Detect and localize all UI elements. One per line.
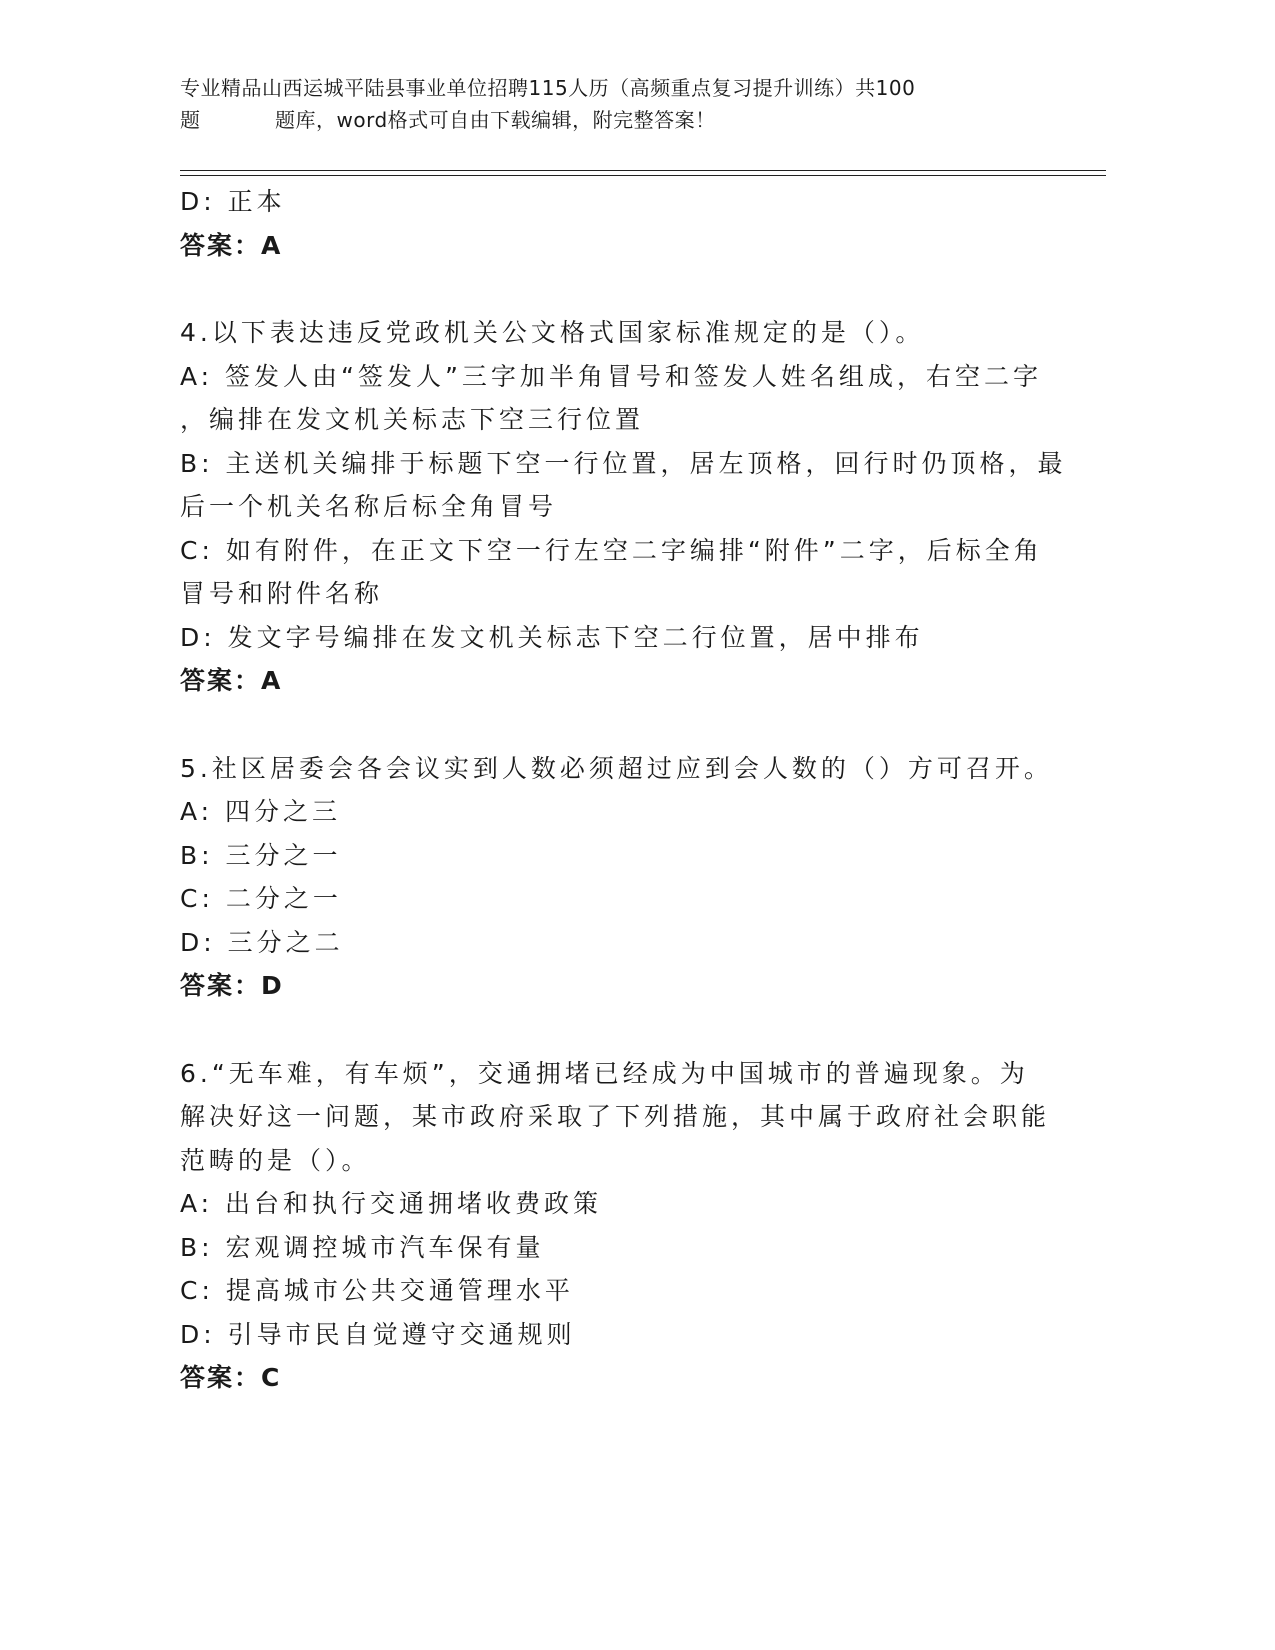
question-stem-continued: 范畴的是（）。 [180,1145,371,1175]
answer: 答案：A [180,666,283,695]
option-c: C: 如有附件，在正文下空一行左空二字编排“附件”二字，后标全角 [180,535,1043,565]
option-b-continued: 后一个机关名称后标全角冒号 [180,492,558,521]
option-d: D: 三分之二 [180,927,344,957]
option-a: A: 签发人由“签发人”三字加半角冒号和签发人姓名组成，右空二字 [180,361,1042,391]
header-title-line2-start: 题 [180,108,201,132]
question-6 [180,1052,1060,1400]
document-body [180,180,1067,1400]
question-5 [180,747,1060,1008]
question-3-continued [180,180,1060,267]
question-4 [180,311,1067,703]
option-d: D: 正本 [180,187,286,216]
option-c: C: 二分之一 [180,884,342,913]
question-stem: 5.社区居委会各会议实到人数必须超过应到会人数的（）方可召开。 [180,753,1053,783]
answer: 答案：D [180,971,284,1000]
option-b: B: 宏观调控城市汽车保有量 [180,1232,545,1262]
option-a-continued: ，编排在发文机关标志下空三行位置 [180,405,645,434]
option-c-continued: 冒号和附件名称 [180,579,384,608]
question-stem-continued: 解决好这一问题，某市政府采取了下列措施，其中属于政府社会职能 [180,1102,1051,1131]
option-b: B: 主送机关编排于标题下空一行位置，居左顶格，回行时仍顶格，最 [180,448,1067,478]
header-title-line2-rest: 题库，word格式可自由下载编辑，附完整答案！ [275,108,716,132]
option-b: B: 三分之一 [180,840,342,870]
page-header [180,72,1060,136]
option-d: D: 引导市民自觉遵守交通规则 [180,1319,576,1349]
option-c: C: 提高城市公共交通管理水平 [180,1276,574,1305]
header-title-line1: 专业精品山西运城平陆县事业单位招聘115人历（高频重点复习提升训练）共100 [180,76,916,100]
header-divider-top [180,170,1106,171]
spacer [180,703,1060,747]
spacer [180,1008,1060,1052]
question-stem: 6.“无车难，有车烦”，交通拥堵已经成为中国城市的普遍现象。为 [180,1058,1029,1088]
option-a: A: 四分之三 [180,797,342,826]
option-d: D: 发文字号编排在发文机关标志下空二行位置，居中排布 [180,622,924,652]
option-a: A: 出台和执行交通拥堵收费政策 [180,1189,603,1218]
header-title-line2 [180,104,1060,136]
spacer [180,267,1060,311]
header-divider-bottom [180,175,1106,176]
question-stem: 4.以下表达违反党政机关公文格式国家标准规定的是（）。 [180,318,925,347]
answer: 答案：C [180,1363,282,1392]
answer: 答案：A [180,230,283,260]
